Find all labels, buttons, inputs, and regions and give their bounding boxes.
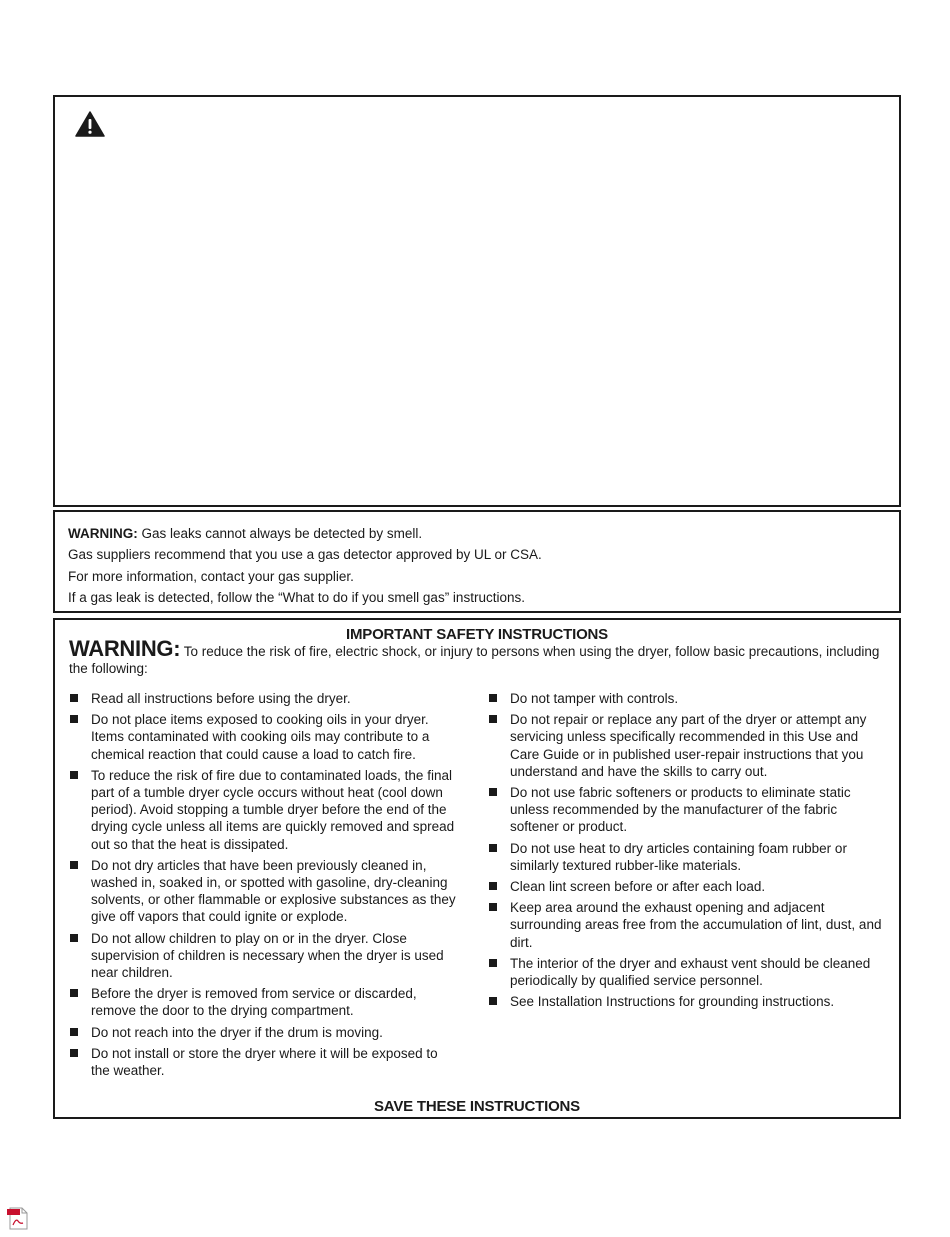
square-bullet-icon (489, 903, 497, 911)
safety-warning-label: WARNING: (69, 636, 181, 661)
gas-warning-box (53, 510, 901, 613)
square-bullet-icon (70, 771, 78, 779)
left-instruction-item-text: Do not allow children to play on or in the dryer. Close supervision of children is necessary when the dryer is used near children. (91, 930, 444, 981)
left-instruction-item-text: Do not dry articles that have been previously cleaned in, washed in, soaked in, or spotted with gasoline, dry-cleaning solvents, or other flammable or explosive substances as they give off vapors that could ignite or explode. (91, 857, 456, 925)
left-instruction-item-text: Do not reach into the dryer if the drum is moving. (91, 1024, 383, 1040)
gas-warning-line-2: Gas suppliers recommend that you use a gas detector approved by UL or CSA. (68, 547, 542, 563)
left-instruction-list (69, 690, 459, 1083)
right-instruction-item-text: Do not use fabric softeners or products to eliminate static unless recommended by the manufacturer of the fabric softener or product. (510, 785, 851, 835)
warning-box (53, 95, 901, 507)
square-bullet-icon (489, 788, 497, 796)
gas-warning-label: WARNING: (68, 526, 138, 541)
right-instruction-item-text: Do not repair or replace any part of the dryer or attempt any servicing unless specifically recommended in this Use and Care Guide or in published user-repair instructions that you understand and have the skills to carry out. (510, 712, 867, 779)
right-instruction-list (488, 690, 888, 1014)
square-bullet-icon (70, 989, 78, 997)
square-bullet-icon (70, 1028, 78, 1036)
left-instruction-item (69, 767, 459, 853)
left-instruction-item (69, 1045, 459, 1079)
right-instruction-item-text: Clean lint screen before or after each load. (510, 879, 766, 895)
gas-warning-line-3: For more information, contact your gas supplier. (68, 568, 354, 584)
right-instruction-item (488, 840, 888, 874)
left-instruction-item-text: Before the dryer is removed from service or discarded, remove the door to the drying compartment. (91, 986, 417, 1019)
right-instruction-item (488, 955, 888, 989)
safety-warning-text: To reduce the risk of fire, electric shock, or injury to persons when using the dryer, follow basic precautions, including the following: (69, 644, 880, 676)
right-instruction-item (488, 711, 888, 780)
left-instruction-item-text: To reduce the risk of fire due to contaminated loads, the final part of a tumble dryer cycle occurs without heat (cool down period). Avoid stopping a tumble dryer before the end of the drying cycle unless all items are quickly removed and spread out so that the heat is dissipated. (91, 767, 455, 852)
right-instruction-item-text: Do not use heat to dry articles containing foam rubber or similarly textured rubber-like materials. (510, 840, 847, 873)
right-instruction-item (488, 878, 888, 895)
right-instruction-item (488, 899, 888, 951)
safety-instructions-box (53, 618, 901, 1119)
gas-warning-line-1: WARNING: Gas leaks cannot always be detected by smell. (68, 526, 423, 541)
square-bullet-icon (489, 882, 497, 890)
square-bullet-icon (489, 959, 497, 967)
right-instruction-item-text: Keep area around the exhaust opening and adjacent surrounding areas free from the accumulation of lint, dust, and dirt. (510, 900, 882, 950)
square-bullet-icon (70, 715, 78, 723)
left-instruction-item-text: Do not place items exposed to cooking oils in your dryer. Items contaminated with cooking oils may contribute to a chemical reaction that could cause a load to catch fire. (91, 712, 430, 762)
left-instruction-item (69, 690, 459, 707)
square-bullet-icon (489, 997, 497, 1005)
right-instruction-item (488, 993, 888, 1010)
right-instruction-item-text: See Installation Instructions for grounding instructions. (510, 994, 835, 1010)
square-bullet-icon (70, 1049, 78, 1057)
left-instruction-item (69, 930, 459, 982)
safety-warning-intro (69, 636, 889, 677)
square-bullet-icon (70, 694, 78, 702)
square-bullet-icon (489, 844, 497, 852)
right-instruction-item-text: Do not tamper with controls. (510, 691, 679, 706)
pdf-file-icon (5, 1205, 31, 1231)
left-instruction-item-text: Read all instructions before using the dryer. (91, 691, 351, 706)
square-bullet-icon (489, 694, 497, 702)
left-instruction-item-text: Do not install or store the dryer where it will be exposed to the weather. (91, 1045, 438, 1079)
right-instruction-item (488, 690, 888, 707)
right-instruction-item (488, 784, 888, 836)
right-instruction-item-text: The interior of the dryer and exhaust vent should be cleaned periodically by qualified service personnel. (510, 955, 871, 989)
square-bullet-icon (489, 715, 497, 723)
warning-triangle-icon (75, 111, 105, 137)
square-bullet-icon (70, 861, 78, 869)
left-instruction-item (69, 857, 459, 926)
save-instructions-footer: SAVE THESE INSTRUCTIONS (374, 1098, 580, 1115)
left-instruction-item (69, 985, 459, 1019)
gas-warning-line-4: If a gas leak is detected, follow the “What to do if you smell gas” instructions. (68, 589, 525, 605)
safety-heading: IMPORTANT SAFETY INSTRUCTIONS (346, 626, 608, 643)
left-instruction-item (69, 711, 459, 763)
left-instruction-item (69, 1024, 459, 1041)
square-bullet-icon (70, 934, 78, 942)
